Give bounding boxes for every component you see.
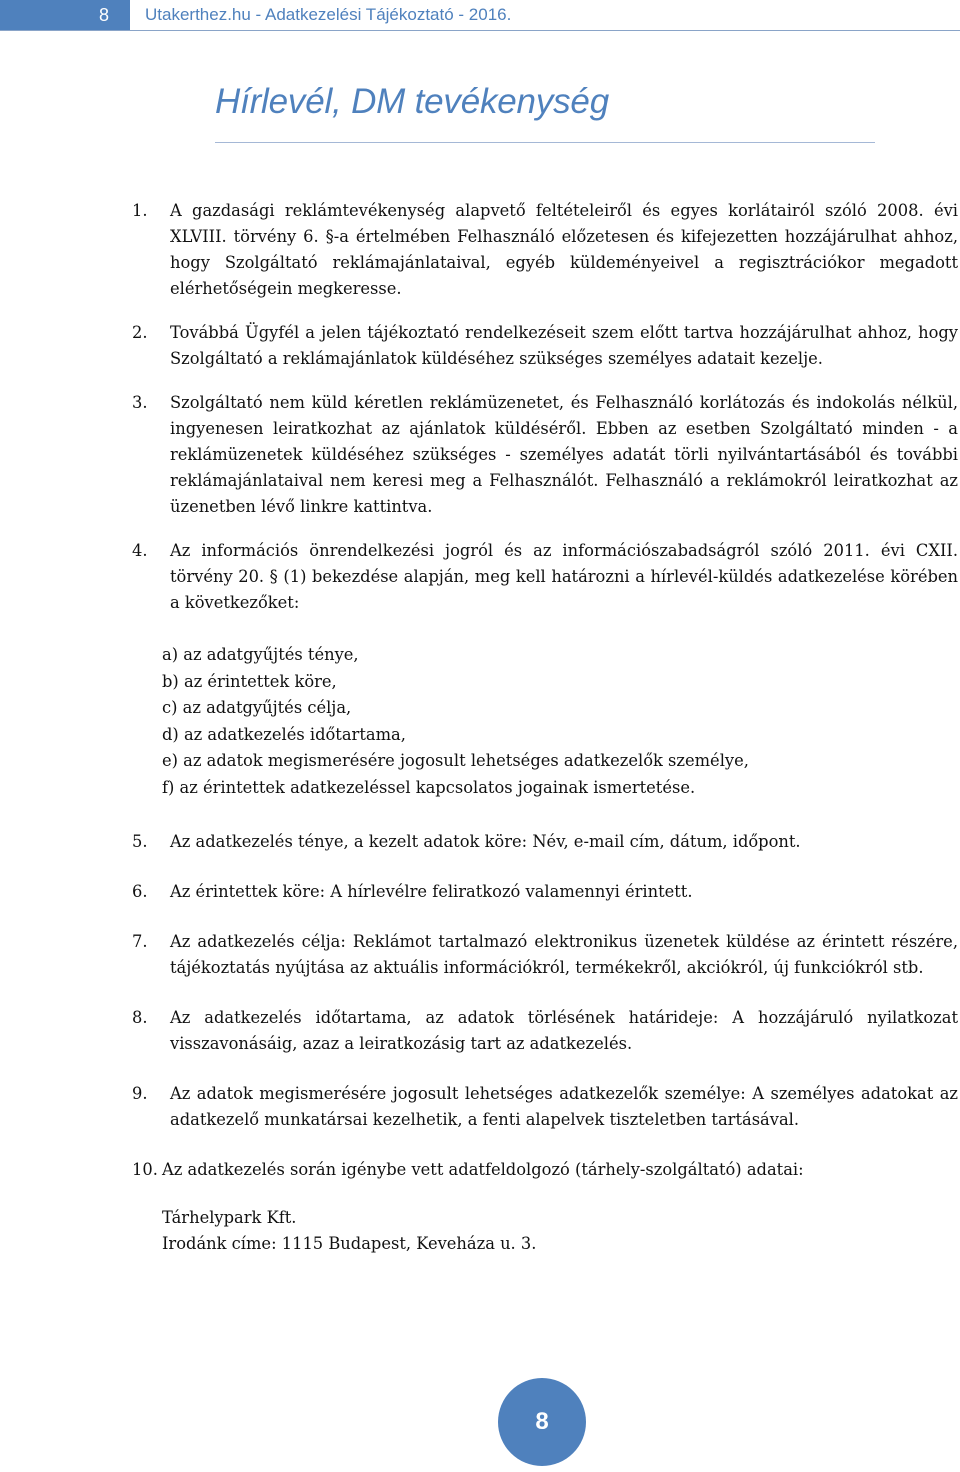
list-item-1: [128, 198, 958, 302]
list-number: 3.: [132, 393, 148, 412]
list-number: 7.: [132, 932, 148, 951]
list-item-10: [128, 1157, 958, 1183]
sub-list-item-a: a) az adatgyűjtés ténye,: [162, 645, 359, 664]
company-name: Tárhelypark Kft.: [162, 1208, 297, 1227]
document-body: [128, 198, 958, 1257]
list-number: 5.: [132, 832, 148, 851]
sub-list-item-e: e) az adatok megismerésére jogosult lehetséges adatkezelők személye,: [162, 751, 749, 770]
list-item-5: [128, 829, 958, 855]
section-title: Hírlevél, DM tevékenység: [215, 82, 609, 121]
list-number: 9.: [132, 1084, 148, 1103]
list-item-6: [128, 879, 958, 905]
list-item-4: [128, 538, 958, 616]
list-text: Továbbá Ügyfél a jelen tájékoztató rendelkezéseit szem előtt tartva hozzájárulhat ahhoz, hogy Szolgáltató a reklámajánlatok küldéséhez szükséges személyes adatait kezelje.: [170, 323, 958, 368]
list-text: Az információs önrendelkezési jogról és az információszabadságról szóló 2011. évi CXII. törvény 20. § (1) bekezdése alapján, meg kell határozni a hírlevél-küldés adatkezelése körében a következőket:: [170, 541, 958, 612]
list-text: Az érintettek köre: A hírlevélre feliratkozó valamennyi érintett.: [170, 882, 693, 901]
list-text: Szolgáltató nem küld kéretlen reklámüzenetet, és Felhasználó korlátozás és indokolás nélkül, ingyenesen leiratkozhat az ajánlatok küldéséről. Ebben az esetben Szolgáltató minden - a reklámüzenetek küldéséhez szükséges - személyes adatát törli nyilvántartásából és további reklámajánlataival nem keresi meg a Felhasználót. Felhasználó a reklámokról leiratkozhat az üzenetben lévő linkre kattintva.: [170, 393, 958, 516]
list-text: Az adatkezelés ténye, a kezelt adatok köre: Név, e-mail cím, dátum, időpont.: [170, 832, 801, 851]
list-number: 6.: [132, 882, 148, 901]
list-text: Az adatkezelés során igénybe vett adatfeldolgozó (tárhely-szolgáltató) adatai:: [162, 1160, 804, 1179]
header-page-number: 8: [0, 0, 130, 30]
sub-list-item-d: d) az adatkezelés időtartama,: [162, 724, 406, 744]
header-running-title: Utakerthez.hu - Adatkezelési Tájékoztató - 2016.: [145, 5, 512, 24]
list-item-3: [128, 390, 958, 520]
sub-list-item-f: f) az érintettek adatkezeléssel kapcsolatos jogainak ismertetése.: [162, 777, 696, 797]
list-text: Az adatok megismerésére jogosult lehetséges adatkezelők személye: A személyes adatokat az adatkezelő munkatársai kezelhetik, a fenti alapelvek tiszteletben tartásával.: [170, 1084, 958, 1129]
office-address: Irodánk címe: 1115 Budapest, Keveháza u. 3.: [162, 1234, 537, 1253]
list-text: Az adatkezelés időtartama, az adatok törlésének határideje: A hozzájáruló nyilatkozat visszavonásáig, azaz a leiratkozásig tart az adatkezelés.: [170, 1008, 958, 1053]
sub-list-item-c: c) az adatgyűjtés célja,: [162, 698, 352, 717]
list-text: A gazdasági reklámtevékenység alapvető feltételeiről és egyes korlátairól szóló 2008. évi XLVIII. törvény 6. §-a értelmében Felhasználó előzetesen és kifejezetten hozzájárulhat ahhoz, hogy Szolgáltató reklámajánlataival, egyéb küldeményeivel a regisztrációkor megadott elérhetőségein megkeresse.: [170, 201, 958, 298]
sub-list: [162, 642, 958, 801]
footer-page-number: 8: [498, 1378, 586, 1466]
list-item-2: [128, 320, 958, 372]
list-number: 10.: [132, 1160, 158, 1179]
processor-address: [162, 1205, 958, 1257]
page-header: [0, 0, 960, 31]
list-item-9: [128, 1081, 958, 1133]
list-number: 4.: [132, 541, 148, 560]
list-number: 2.: [132, 323, 148, 342]
sub-list-item-b: b) az érintettek köre,: [162, 671, 337, 691]
list-number: 1.: [132, 201, 148, 220]
list-item-7: [128, 929, 958, 981]
list-number: 8.: [132, 1008, 148, 1027]
list-item-8: [128, 1005, 958, 1057]
title-divider: [215, 142, 875, 143]
list-text: Az adatkezelés célja: Reklámot tartalmazó elektronikus üzenetek küldése az érintett részére, tájékoztatás nyújtása az aktuális információkról, termékekről, akciókról, új funkciókról stb.: [170, 932, 958, 977]
